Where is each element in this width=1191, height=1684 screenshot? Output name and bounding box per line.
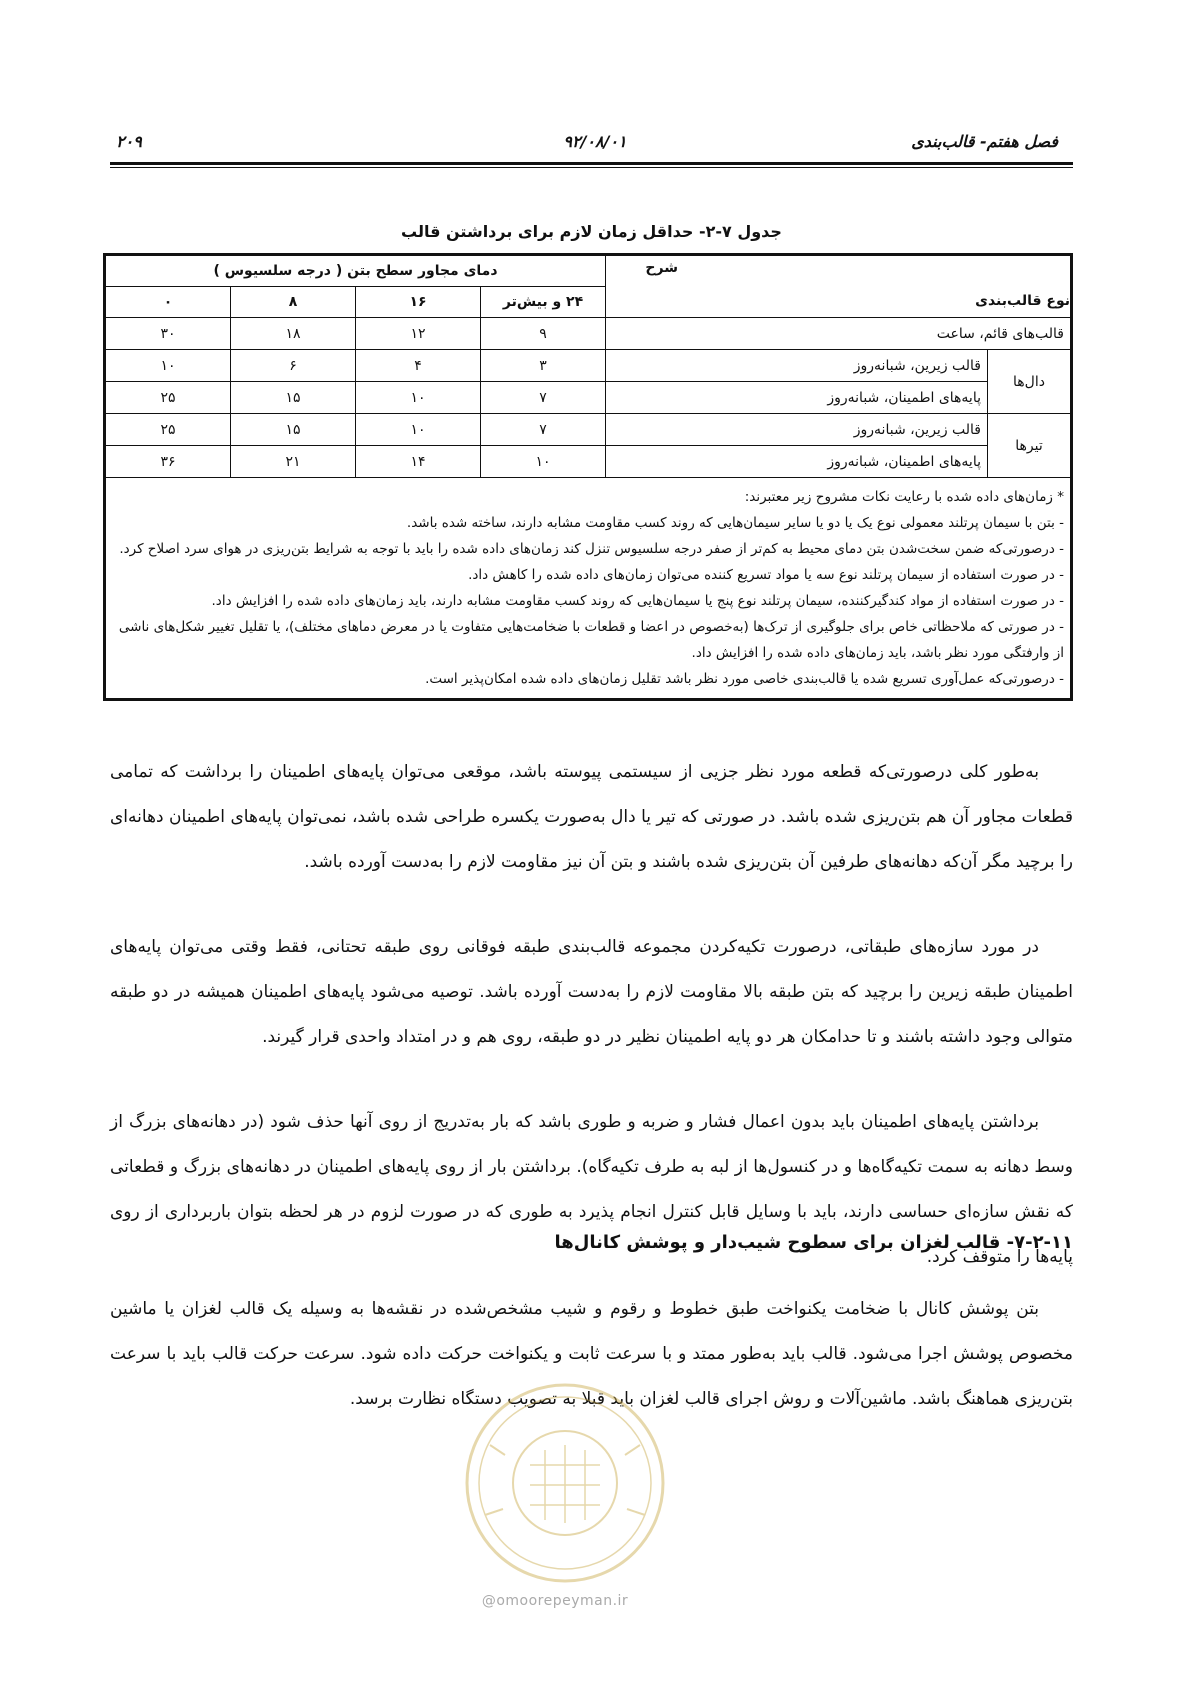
table-row xyxy=(105,318,1072,350)
table-caption: جدول ۷-۲- حداقل زمان لازم برای برداشتن قالب xyxy=(401,222,782,241)
table-cell: ۱۰ xyxy=(356,414,481,446)
table-notes xyxy=(105,478,1072,700)
paragraph-text: برداشتن پایه‌های اطمینان باید بدون اعمال فشار و ضربه و طوری باشد که بار به‌تدریج از روی آنها حذف شود (در دهانه‌های بزرگ از وسط دهانه به سمت تکیه‌گاه‌ها و در کنسول‌ها از لبه به طرف تکیه‌گاه). برداشتن بار از روی پایه‌های اطمینان در دهانه‌های بزرگ و قطعاتی که نقش سازه‌ای حساسی دارند، باید با وسایل قابل کنترل انجام پذیرد به طوری که در صورت لزوم در هر لحظه بتوان باربرداری از روی پایه‌ها را متوقف کرد. xyxy=(110,1112,1073,1267)
temp-col: ۲۴ و بیش‌تر xyxy=(481,287,606,318)
desc-header-cell xyxy=(606,255,1072,318)
table-cell: ۱۲ xyxy=(356,318,481,350)
table-cell: ۲۵ xyxy=(105,382,231,414)
paragraph-3 xyxy=(110,1100,1073,1280)
table-cell: ۱۴ xyxy=(356,446,481,478)
table-cell: ۱۸ xyxy=(231,318,356,350)
note-line: - در صورت استفاده از مواد کندگیرکننده، سیمان پرتلند نوع پنج یا سیمان‌هایی که روند کسب مقاومت مشابه دارند، باید زمان‌های داده شده را افزایش داد. xyxy=(211,593,1064,609)
note-line: - بتن با سیمان پرتلند معمولی نوع یک یا دو یا سایر سیمان‌هایی که روند کسب مقاومت مشابه دارند، ساخته شده باشد. xyxy=(406,515,1064,531)
table-cell: ۳۰ xyxy=(105,318,231,350)
temp-col: ۸ xyxy=(231,287,356,318)
row-label: قالب زیرین، شبانه‌روز xyxy=(606,414,988,446)
row-group: تیرها xyxy=(988,414,1072,478)
watermark-url: @omoorepeyman.ir xyxy=(481,1593,629,1609)
row-label: پایه‌های اطمینان، شبانه‌روز xyxy=(606,382,988,414)
chapter-title: فصل هفتم- قالب‌بندی xyxy=(911,132,1058,151)
table-cell: ۹ xyxy=(481,318,606,350)
table-cell: ۱۵ xyxy=(231,382,356,414)
temp-header: دمای مجاور سطح بتن ( درجه سلسیوس ) xyxy=(105,255,606,287)
temp-col: ۰ xyxy=(105,287,231,318)
row-label: قالب‌های قائم، ساعت xyxy=(606,318,1072,350)
header-rule-thick xyxy=(110,162,1073,165)
table-cell: ۴ xyxy=(356,350,481,382)
table-cell: ۷ xyxy=(481,414,606,446)
table-row xyxy=(105,382,1072,414)
table-cell: ۱۰ xyxy=(481,446,606,478)
table-cell: ۱۰ xyxy=(356,382,481,414)
table-cell: ۳ xyxy=(481,350,606,382)
paragraph-text: بتن پوشش کانال با ضخامت یکنواخت طبق خطوط و رقوم و شیب مشخص‌شده در نقشه‌ها به وسیله یک قالب لغزان یا ماشین مخصوص پوشش اجرا می‌شود. قالب باید به‌طور ممتد و با سرعت ثابت و یکنواخت حرکت داده شود. سرعت حرکت قالب باید با سرعت بتن‌ریزی هماهنگ باشد. ماشین‌آلات و روش اجرای قالب لغزان باید قبلا به تصویب دستگاه نظارت برسد. xyxy=(110,1299,1073,1409)
note-line: - درصورتی‌که عمل‌آوری تسریع شده یا قالب‌بندی خاصی مورد نظر باشد تقلیل زمان‌های داده شده امکان‌پذیر است. xyxy=(425,671,1064,687)
paragraph-text: به‌طور کلی درصورتی‌که قطعه مورد نظر جزیی از سیستمی پیوسته باشد، موقعی می‌توان پایه‌های اطمینان را برداشت که تمامی قطعات مجاور آن هم بتن‌ریزی شده باشد. در صورتی که تیر یا دال به‌صورت یکسره طراحی شده باشد، نمی‌توان پایه‌های اطمینان دهانه‌ای را برچید مگر آن‌که دهانه‌های طرفین آن بتن‌ریزی شده باشند و بتن آن نیز مقاومت لازم را به‌دست آورده باشد. xyxy=(110,762,1073,872)
paragraph-2 xyxy=(110,925,1073,1060)
note-line: - درصورتی‌که ضمن سخت‌شدن بتن دمای محیط به کم‌تر از صفر درجه سلسیوس تنزل کند زمان‌های داده شده را باید با توجه به شرایط بتن‌ریزی در هوای سرد اصلاح کرد. xyxy=(119,541,1064,557)
table-row xyxy=(105,446,1072,478)
row-label: پایه‌های اطمینان، شبانه‌روز xyxy=(606,446,988,478)
row-label: قالب زیرین، شبانه‌روز xyxy=(606,350,988,382)
table-cell: ۱۵ xyxy=(231,414,356,446)
table-cell: ۲۵ xyxy=(105,414,231,446)
table-cell: ۳۶ xyxy=(105,446,231,478)
temp-col: ۱۶ xyxy=(356,287,481,318)
row-group: دال‌ها xyxy=(988,350,1072,414)
formwork-removal-table xyxy=(103,253,1073,701)
header-rule-thin xyxy=(110,167,1073,168)
desc-type-label: نوع قالب‌بندی xyxy=(975,293,1070,309)
table-cell: ۶ xyxy=(231,350,356,382)
revision-date: ۹۲/۰۸/۰۱ xyxy=(563,132,627,151)
table-cell: ۲۱ xyxy=(231,446,356,478)
table-row xyxy=(105,414,1072,446)
paragraph-1 xyxy=(110,750,1073,885)
paragraph-text: در مورد سازه‌های طبقاتی، درصورت تکیه‌کردن مجموعه قالب‌بندی طبقه فوقانی روی طبقه تحتانی، فقط وقتی می‌توان پایه‌های اطمینان طبقه زیرین را برچید که بتن طبقه بالا مقاومت لازم را به‌دست آورده باشد. توصیه می‌شود پایه‌های اطمینان همیشه در دو طبقه متوالی وجود داشته باشند و تا حدامکان هر دو پایه اطمینان نظیر در دو طبقه، روی هم و در امتداد واحدی قرار گیرند. xyxy=(110,937,1073,1047)
note-line: * زمان‌های داده شده با رعایت نکات مشروح زیر معتبرند: xyxy=(744,489,1064,505)
desc-head-label: شرح xyxy=(645,260,678,276)
page-number: ۲۰۹ xyxy=(116,132,142,151)
section-heading: ۷-۲-۱۱- قالب لغزان برای سطوح شیب‌دار و پوشش کانال‌ها xyxy=(554,1232,1073,1253)
table-cell: ۷ xyxy=(481,382,606,414)
note-line: - در صورت استفاده از سیمان پرتلند نوع سه یا مواد تسریع کننده می‌توان زمان‌های داده شده را کاهش داد. xyxy=(468,567,1064,583)
table-row xyxy=(105,350,1072,382)
note-line: - در صورتی که ملاحظاتی خاص برای جلوگیری از ترک‌ها (به‌خصوص در اعضا و قطعات با ضخامت‌هایی متفاوت یا در معرض دماهای مختلف)، یا تقلیل تغییر شکل‌های ناشی از وارفتگی مورد نظر باشد، باید زمان‌های داده شده را افزایش داد. xyxy=(118,619,1064,661)
seal-logo-icon xyxy=(445,1375,685,1590)
table-cell: ۱۰ xyxy=(105,350,231,382)
